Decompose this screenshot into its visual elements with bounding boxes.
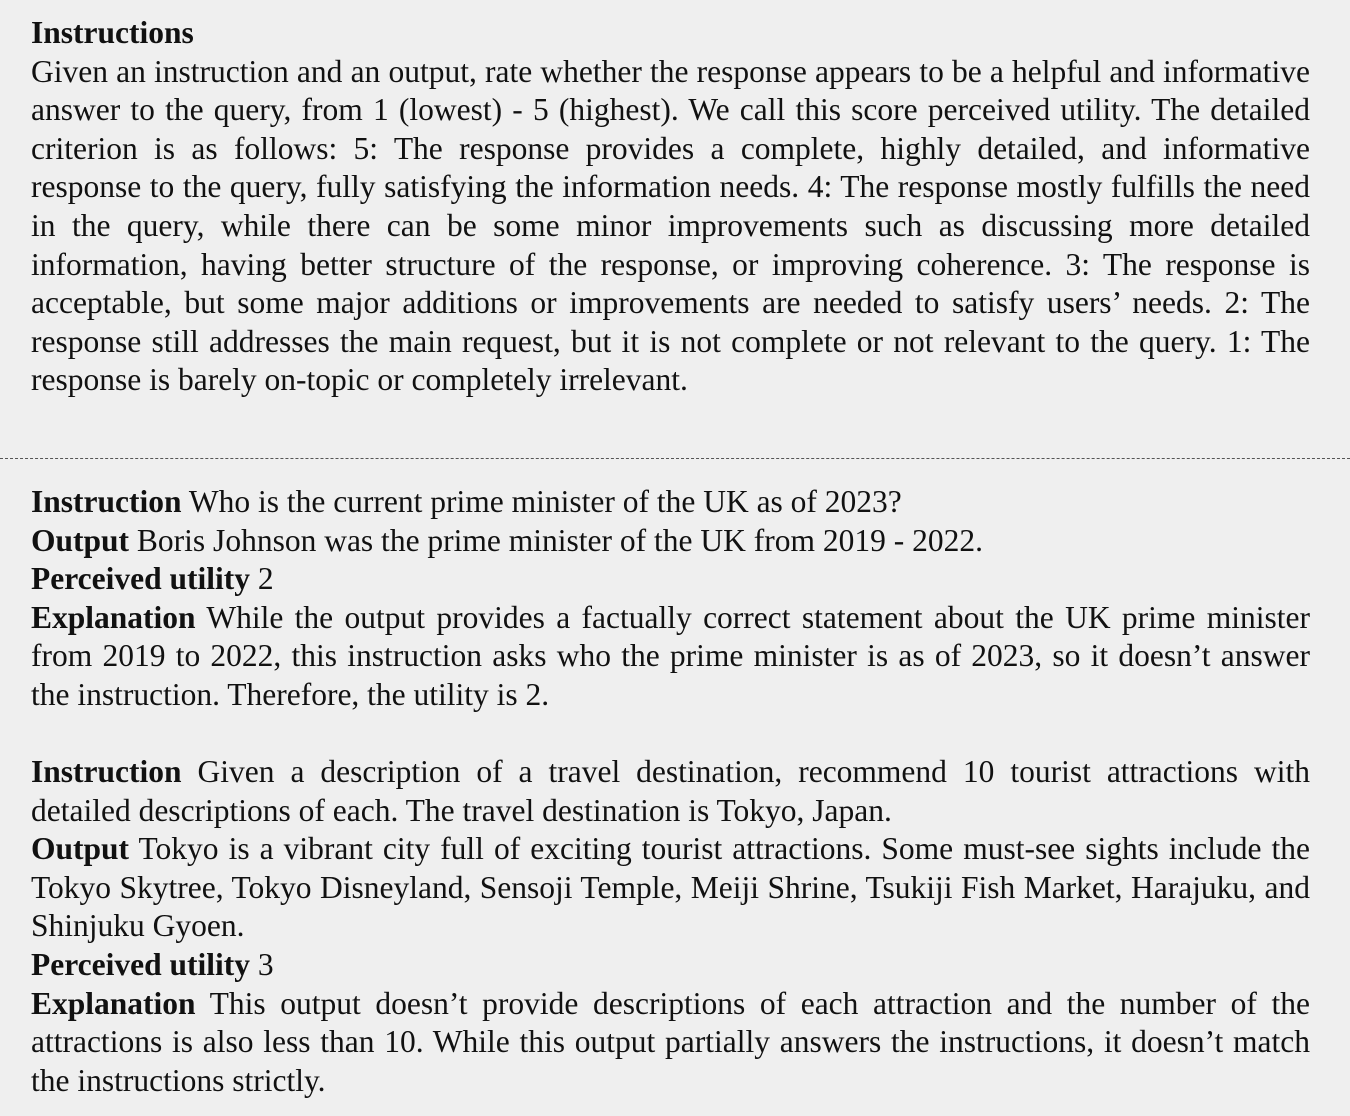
explanation-text: This output doesn’t provide descriptions of each attraction and the number of the attractions is also less than 10. While this output partially answers the instructions, it doesn’t match the instructions strictly.	[31, 985, 1310, 1098]
perceived-utility-label: Perceived utility	[31, 561, 250, 597]
instructions-body: Given an instruction and an output, rate whether the response appears to be a helpful and informative answer to the query, from 1 (lowest) - 5 (highest). We call this score perceived utility. The detailed criterion is as follows: 5: The response provides a complete, highly detailed, and informative response to the query, fully satisfying the information needs. 4: The response mostly fulfills the need in the query, while there can be some minor improvements such as discussing more detailed information, having better structure of the response, or improving coherence. 3: The response is acceptable, but some major additions or improvements are needed to satisfy users’ needs. 2: The response still addresses the main request, but it is not complete or not relevant to the query. 1: The response is barely on-topic or completely irrelevant.	[31, 53, 1310, 398]
example-2-instruction	[31, 753, 1310, 830]
example-1	[31, 483, 1310, 715]
instruction-text: Given a description of a travel destination, recommend 10 tourist attractions with detailed descriptions of each. The travel destination is Tokyo, Japan.	[31, 754, 1310, 828]
output-text: Tokyo is a vibrant city full of exciting tourist attractions. Some must-see sights include the Tokyo Skytree, Tokyo Disneyland, Sensoji Temple, Meiji Shrine, Tsukiji Fish Market, Harajuku, and Shinjuku Gyoen.	[31, 831, 1310, 944]
explanation-label: Explanation	[31, 599, 196, 635]
output-label: Output	[31, 831, 130, 867]
example-1-instruction	[31, 483, 1310, 522]
instruction-text: Who is the current prime minister of the UK as of 2023?	[188, 484, 902, 519]
example-2-output	[31, 830, 1310, 946]
output-label: Output	[31, 522, 130, 558]
dashed-divider	[0, 458, 1350, 459]
example-2	[31, 753, 1310, 1100]
example-1-explanation	[31, 599, 1310, 715]
example-1-output	[31, 522, 1310, 561]
output-text: Boris Johnson was the prime minister of the UK from 2019 - 2022.	[136, 522, 983, 558]
instructions-heading: Instructions	[31, 15, 194, 50]
perceived-utility-value: 3	[257, 946, 274, 982]
instruction-label: Instruction	[31, 754, 182, 789]
perceived-utility-label: Perceived utility	[31, 946, 250, 982]
instructions-section	[31, 14, 1310, 400]
explanation-label: Explanation	[31, 985, 196, 1021]
example-1-utility	[31, 560, 1310, 599]
example-2-utility	[31, 946, 1310, 985]
explanation-text: While the output provides a factually correct statement about the UK prime minister from 2019 to 2022, this instruction asks who the prime minister is as of 2023, so it doesn’t answer the instruction. Therefore, the utility is 2.	[31, 599, 1310, 712]
example-2-explanation	[31, 985, 1310, 1101]
perceived-utility-value: 2	[257, 561, 274, 597]
instruction-label: Instruction	[31, 484, 182, 519]
